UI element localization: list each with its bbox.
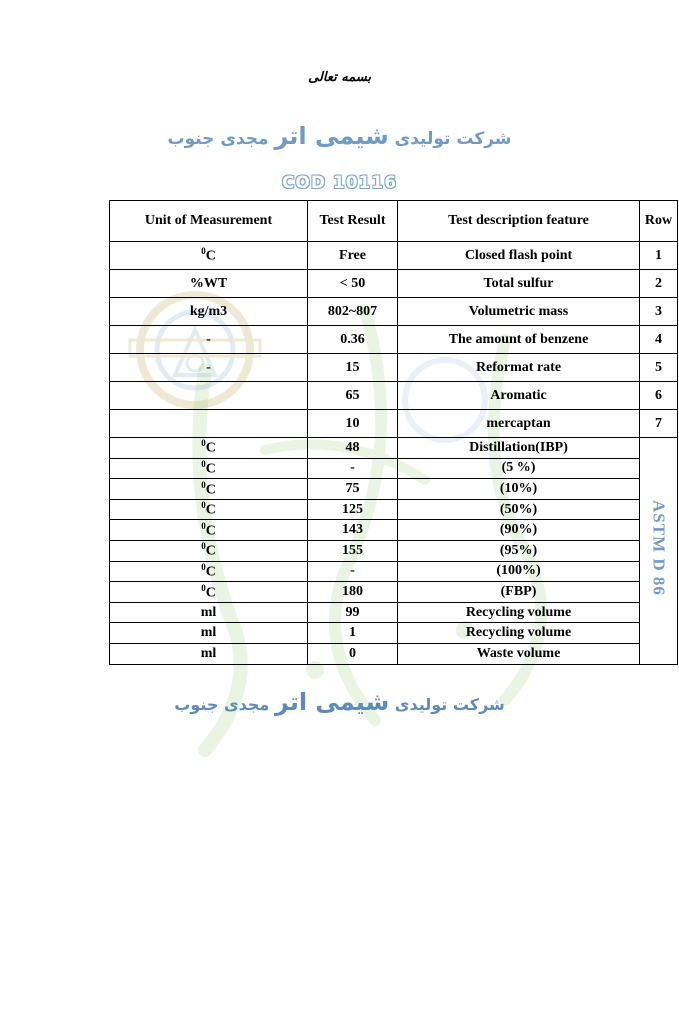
result-cell: 10	[308, 410, 398, 438]
company-name-suffix: مجدی جنوب	[174, 695, 270, 714]
unit-cell: -	[110, 326, 308, 354]
row-number-cell: 4	[640, 326, 678, 354]
table-row	[110, 479, 678, 500]
result-cell: 15	[308, 354, 398, 382]
header-result: Test Result	[308, 201, 398, 242]
unit-cell: ml	[110, 643, 308, 664]
row-number-cell: 1	[640, 242, 678, 270]
description-cell: Total sulfur	[398, 270, 640, 298]
description-cell: Recycling volume	[398, 602, 640, 623]
description-cell: (90%)	[398, 520, 640, 541]
unit-cell: %WT	[110, 270, 308, 298]
unit-cell: $^0$C	[110, 520, 308, 541]
unit-cell: $^0$C	[110, 438, 308, 459]
result-cell: 143	[308, 520, 398, 541]
table-row	[110, 582, 678, 603]
result-cell: 180	[308, 582, 398, 603]
description-cell: Waste volume	[398, 643, 640, 664]
unit-cell: ml	[110, 602, 308, 623]
description-cell: Aromatic	[398, 382, 640, 410]
unit-cell: $^0$C	[110, 561, 308, 582]
result-cell: 0	[308, 643, 398, 664]
test-results-table	[109, 200, 678, 665]
company-name-footer	[0, 688, 679, 716]
result-cell: 48	[308, 438, 398, 459]
table-row	[110, 499, 678, 520]
company-name-prefix: شرکت تولیدی	[394, 695, 505, 714]
product-code: COD 10116	[281, 173, 398, 193]
table-row	[110, 520, 678, 541]
row-number-cell: 7	[640, 410, 678, 438]
description-cell: (50%)	[398, 499, 640, 520]
standard-cell	[640, 438, 678, 665]
table-row	[110, 623, 678, 644]
result-cell: 0.36	[308, 326, 398, 354]
standard-label: ASTM D 86	[649, 500, 669, 597]
unit-cell: $^0$C	[110, 242, 308, 270]
description-cell: mercaptan	[398, 410, 640, 438]
table-row	[110, 270, 678, 298]
result-cell: Free	[308, 242, 398, 270]
table-row	[110, 458, 678, 479]
description-cell: Distillation(IBP)	[398, 438, 640, 459]
description-cell: (10%)	[398, 479, 640, 500]
company-name-suffix: مجدی جنوب	[167, 129, 269, 149]
result-cell: -	[308, 458, 398, 479]
description-cell: (95%)	[398, 540, 640, 561]
unit-cell	[110, 410, 308, 438]
table-row	[110, 561, 678, 582]
row-number-cell: 3	[640, 298, 678, 326]
table-row	[110, 602, 678, 623]
row-number-cell: 6	[640, 382, 678, 410]
result-cell: 125	[308, 499, 398, 520]
header-description: Test description feature	[398, 201, 640, 242]
description-cell: Recycling volume	[398, 623, 640, 644]
company-name-emphasis: شیمی اتر	[274, 122, 389, 150]
description-cell: Reformat rate	[398, 354, 640, 382]
result-cell: < 50	[308, 270, 398, 298]
table-row	[110, 438, 678, 459]
description-cell: (100%)	[398, 561, 640, 582]
description-cell: Volumetric mass	[398, 298, 640, 326]
table-row	[110, 410, 678, 438]
row-number-cell: 2	[640, 270, 678, 298]
unit-cell: kg/m3	[110, 298, 308, 326]
description-cell: The amount of benzene	[398, 326, 640, 354]
unit-cell: -	[110, 354, 308, 382]
company-name-prefix: شرکت تولیدی	[394, 129, 512, 149]
header-row: Row	[640, 201, 678, 242]
row-number-cell: 5	[640, 354, 678, 382]
header-unit: Unit of Measurement	[110, 201, 308, 242]
result-cell: 99	[308, 602, 398, 623]
table-row	[110, 540, 678, 561]
invocation-heading: بسمه تعالی	[308, 70, 371, 85]
company-name-emphasis: شیمی اتر	[274, 688, 390, 716]
result-cell: 1	[308, 623, 398, 644]
table-row	[110, 382, 678, 410]
unit-cell: $^0$C	[110, 540, 308, 561]
result-cell: 155	[308, 540, 398, 561]
result-cell: -	[308, 561, 398, 582]
unit-cell: $^0$C	[110, 582, 308, 603]
company-name-header	[0, 122, 679, 150]
description-cell: (FBP)	[398, 582, 640, 603]
table-row	[110, 354, 678, 382]
unit-cell: $^0$C	[110, 458, 308, 479]
table-row	[110, 298, 678, 326]
result-cell: 75	[308, 479, 398, 500]
unit-cell: $^0$C	[110, 499, 308, 520]
unit-cell: $^0$C	[110, 479, 308, 500]
description-cell: Closed flash point	[398, 242, 640, 270]
table-row	[110, 643, 678, 664]
description-cell: (5 %)	[398, 458, 640, 479]
result-cell: 65	[308, 382, 398, 410]
unit-cell	[110, 382, 308, 410]
result-cell: 802~807	[308, 298, 398, 326]
table-row	[110, 242, 678, 270]
unit-cell: ml	[110, 623, 308, 644]
table-row	[110, 326, 678, 354]
